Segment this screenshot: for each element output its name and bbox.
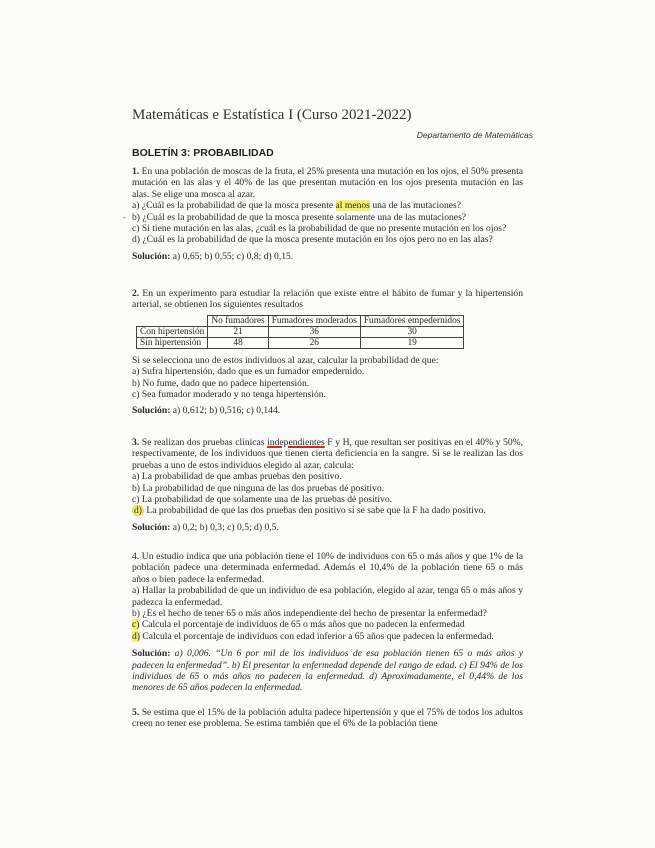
row-label: Sin hipertensión [137,337,208,348]
margin-mark: - [123,211,126,222]
problem-4 [132,551,523,694]
table-row [137,337,464,348]
results-table [136,315,464,349]
table-cell: 21 [208,326,268,337]
table-row [137,326,464,337]
problem-3-part-a: a) La probabilidad de que ambas pruebas den positivo. [132,471,342,483]
problem-5-number: 5. [132,707,140,718]
table-header: No fumadores [208,315,268,326]
problem-2-number: 2. [132,288,140,299]
problem-1-part-c: c) Si tiene mutación en las alas, ¿cuál es la probabilidad de que no presente mutación en los ojos? [132,223,507,235]
department-label: Departamento de Matemáticas [416,130,533,140]
problem-3-number: 3. [132,437,140,448]
problem-3-part-d: La probabilidad de que las dos pruebas den positivo si se sabe que la F ha dado positivo. [146,505,486,517]
underlined-text: independientes [267,437,325,448]
problem-3-part-c: c) La probabilidad de que solamente una de las pruebas dé positivo. [132,494,393,506]
problem-2-part-b: b) No fume, dado que no padece hipertensión. [132,377,310,389]
problem-1-number: 1. [132,166,140,177]
problem-5 [132,707,523,730]
problem-2 [132,288,523,417]
table-cell: 48 [208,337,268,348]
problem-1-part-d: d) ¿Cuál es la probabilidad de que la mosca presente mutación en los ojos pero no en las alas? [132,234,493,246]
problem-5-statement: Se estima que el 15% de la población adulta padece hipertensión y que el 75% de todos los adultos creen no tener ese problema. Se estima también que el 6% de la población tiene [132,707,523,730]
problem-3-statement-end: F y H, que resultan ser positivas en el 40% y 50%, respectivamente, de los individuos que tienen cierta deficiencia en la sangre. Si se le realizan las dos pruebas a uno de estos individuos elegido al azar, calcula: [132,437,524,471]
table-header: Fumadores empedernidos [360,315,464,326]
problem-4-part-a: a) Hallar la probabilidad de que un individuo de esa población, elegido al azar, tenga 65 o más años y padezca la enfermedad. [132,585,523,608]
problem-1-part-a-end: una de las mutaciones? [372,200,462,212]
solution-label: Solución: [132,521,171,533]
problem-3 [132,437,523,533]
problem-1-statement: En una población de moscas de la fruta, el 25% presenta una mutación en los ojos, el 50% presenta mutación en las alas y el 40% de las que presentan mutación en los ojos presenta mutación en las alas. Se elige una mosca al azar. [132,166,523,200]
bulletin-heading: BOLETÍN 3: PROBABILIDAD [132,147,274,159]
problem-1-part-b: b) ¿Cuál es la probabilidad de que la mosca presente solamente una de las mutaciones? [132,211,467,223]
highlighted-text: al menos [335,200,370,212]
problem-4-part-b: b) ¿Es el hecho de tener 65 o más años independiente del hecho de presentar la enfermedad? [132,608,487,620]
problem-1-part-a: a) ¿Cuál es la probabilidad de que la mosca presente [132,200,334,212]
problem-1-solution: a) 0,65; b) 0,55; c) 0,8; d) 0,15. [172,250,294,262]
problem-2-solution: a) 0,612; b) 0,516; c) 0,144. [172,405,281,417]
table-corner [137,315,208,326]
problem-4-solution: a) 0,006. “Un 6 por mil de los individuos de esa población tienen 65 o más años y padecen la enfermedad”. b) El presentar la enfermedad depende del rango de edad. c) El 94% de los individuos de 65 o más años no padecen la enfermedad. d) Aproximadamente, el 0,44% de los menores de 65 años padecen la enfermedad. [132,648,523,694]
problem-4-number: 4. [132,551,140,562]
document-title: Matemáticas e Estatística I (Curso 2021-2022) [132,107,412,123]
problem-3-solution: a) 0,2; b) 0,3; c) 0,5; d) 0,5. [172,521,279,533]
circled-label: d) [134,505,142,517]
table-header: Fumadores moderados [268,315,360,326]
table-cell: 30 [360,326,464,337]
problem-1 [123,166,523,262]
problem-4-part-c: Calcula el porcentaje de individuos de 65 o más años que no padecen la enfermedad [141,619,465,631]
solution-label: Solución: [132,648,171,660]
problem-3-part-b: b) La probabilidad de que ninguna de las dos pruebas dé positivo. [132,482,385,494]
row-label: Con hipertensión [137,326,208,337]
problem-4-statement: Un estudio indica que una población tiene el 10% de individuos con 65 o más años y que 1% de la población padece una determinada enfermedad. Además el 10,4% de la población tiene 65 o más años o bien padece la enfermedad. [132,551,523,585]
solution-label: Solución: [132,405,171,417]
problem-2-part-a: a) Sufra hipertensión, dado que es un fumador empedernido. [132,366,365,378]
problem-3-statement: Se realizan dos pruebas clínicas [141,437,265,448]
highlighted-label: c) [132,619,140,631]
problem-4-part-d: Calcula el porcentaje de individuos con edad inferior a 65 años que padecen la enfermedad. [142,630,494,642]
problem-2-part-c: c) Sea fumador moderado y no tenga hipertensión. [132,389,326,401]
highlighted-label: d) [132,630,140,642]
problem-2-statement: En un experimento para estudiar la relación que existe entre el hábito de fumar y la hipertensión arterial, se obtienen los siguientes resultados [132,288,524,311]
table-cell: 19 [360,337,464,348]
solution-label: Solución: [132,250,171,262]
table-cell: 26 [268,337,360,348]
problem-2-intro: Si se selecciona uno de estos individuos al azar, calcular la probabilidad de que: [132,354,439,366]
table-cell: 36 [268,326,360,337]
